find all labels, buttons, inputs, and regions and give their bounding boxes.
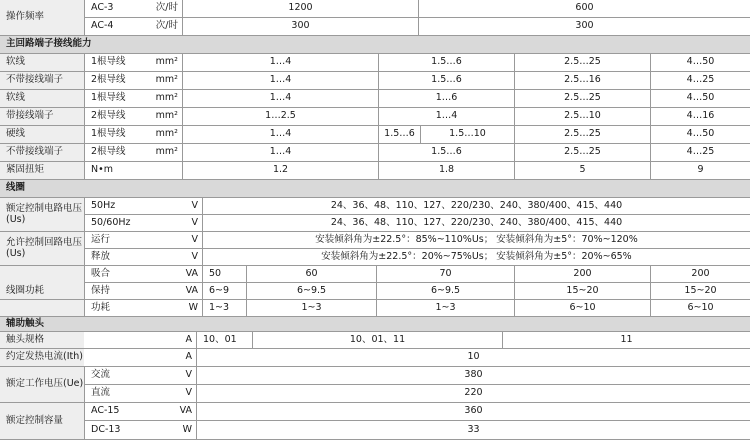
table-cell: 1.5…6 xyxy=(378,126,420,143)
table-cell: 1~3 xyxy=(376,300,514,316)
table-cell: 次/时 xyxy=(155,2,178,14)
table-cell: 6~10 xyxy=(650,300,750,316)
row-label: 带接线端子 xyxy=(0,108,84,125)
table-cell: 6~9.5 xyxy=(246,283,376,299)
table-cell: 4…50 xyxy=(650,54,750,71)
table-cell: 2根导线 xyxy=(84,72,182,89)
row-label: 不带接线端子 xyxy=(0,144,84,161)
table-cell: 2.5…25 xyxy=(514,126,650,143)
table-cell: 2.5…25 xyxy=(514,54,650,71)
table-cell: 15~20 xyxy=(650,283,750,299)
table-cell: 70 xyxy=(376,266,514,282)
table-cell: VA xyxy=(185,267,198,279)
section-header: 辅助触头 xyxy=(0,317,750,331)
table-cell: 10、01 xyxy=(196,332,252,348)
table-cell: 安装倾斜角为±22.5°：20%~75%Us； 安装倾斜角为±5°：20%~65% xyxy=(202,249,750,265)
table-cell: 1根导线 xyxy=(84,126,182,143)
table-cell: 15~20 xyxy=(514,283,650,299)
table-cell: 2.5…10 xyxy=(514,108,650,125)
table-cell: 吸合 xyxy=(84,266,202,282)
table-cell: 4…25 xyxy=(650,72,750,89)
table-cell: VA xyxy=(179,405,192,417)
table-cell: 1~3 xyxy=(202,300,246,316)
table-cell: 交流 xyxy=(84,367,196,384)
table-cell: 6~9 xyxy=(202,283,246,299)
table-cell: 1.5…10 xyxy=(420,126,514,143)
table-cell: 1.5…6 xyxy=(378,54,514,71)
table-cell: mm² xyxy=(155,146,178,158)
table-cell: 33 xyxy=(196,421,750,439)
table-cell: 1…4 xyxy=(182,126,378,143)
table-cell: A xyxy=(185,351,192,363)
row-label: 触头规格 xyxy=(0,332,84,348)
table-cell: 释放 xyxy=(84,249,202,265)
table-cell: 2根导线 xyxy=(84,108,182,125)
table-cell: 50Hz xyxy=(84,198,202,214)
table-cell: 1200 xyxy=(182,0,418,17)
table-cell: 6~9.5 xyxy=(376,283,514,299)
row-label: 额定控制电路电压(Us) xyxy=(0,198,84,231)
table-cell: 60 xyxy=(246,266,376,282)
table-cell: 1…4 xyxy=(182,144,378,161)
row-label: 额定控制容量 xyxy=(0,403,84,439)
table-cell: 9 xyxy=(650,162,750,179)
table-cell: 4…16 xyxy=(650,108,750,125)
table-cell: 600 xyxy=(418,0,750,17)
table-cell: 1…4 xyxy=(182,72,378,89)
table-cell: 1…4 xyxy=(182,54,378,71)
table-cell: V xyxy=(191,199,198,211)
table-cell: 4…50 xyxy=(650,90,750,107)
table-cell: 10 xyxy=(196,349,750,366)
table-cell: 24、36、48、110、127、220/230、240、380/400、415、440 xyxy=(202,198,750,214)
table-cell: 1…2.5 xyxy=(182,108,378,125)
table-cell: 1.5…6 xyxy=(378,144,514,161)
table-cell: mm² xyxy=(155,74,178,86)
table-cell: 直流 xyxy=(84,385,196,402)
row-label: 紧固扭矩 xyxy=(0,162,84,179)
table-cell: 运行 xyxy=(84,232,202,248)
row-label: 额定工作电压(Ue) xyxy=(0,367,84,402)
row-label: 约定发热电流(Ith) xyxy=(0,349,84,366)
table-cell: 200 xyxy=(650,266,750,282)
row-label: 软线 xyxy=(0,90,84,107)
row-label: 操作频率 xyxy=(0,0,84,35)
table-cell: N•m xyxy=(84,162,182,179)
table-cell: AC-15 xyxy=(84,403,196,420)
table-cell: 功耗 xyxy=(84,300,202,316)
table-cell: 300 xyxy=(182,18,418,35)
table-cell: AC-4 xyxy=(84,18,182,35)
table-cell: A xyxy=(185,333,192,345)
row-label: 线圈功耗 xyxy=(0,266,84,316)
table-cell: mm² xyxy=(155,92,178,104)
table-cell: mm² xyxy=(155,56,178,68)
row-label: 硬线 xyxy=(0,126,84,143)
section-header: 线圈 xyxy=(0,180,750,197)
table-cell: VA xyxy=(185,284,198,296)
table-cell: 1.2 xyxy=(182,162,378,179)
row-label: 软线 xyxy=(0,54,84,71)
row-label: 不带接线端子 xyxy=(0,72,84,89)
table-cell: 2根导线 xyxy=(84,144,182,161)
table-cell: 次/时 xyxy=(155,20,178,32)
section-header: 主回路端子接线能力 xyxy=(0,36,750,53)
table-cell: 2.5…25 xyxy=(514,90,650,107)
row-label: 允许控制回路电压(Us) xyxy=(0,232,84,265)
table-cell: DC-13 xyxy=(84,421,196,439)
table-cell: 300 xyxy=(418,18,750,35)
table-cell: AC-3 xyxy=(84,0,182,17)
table-cell: 50 xyxy=(202,266,246,282)
table-cell: 360 xyxy=(196,403,750,420)
table-cell: 1…4 xyxy=(182,90,378,107)
table-cell: 4…50 xyxy=(650,126,750,143)
table-cell: 1根导线 xyxy=(84,54,182,71)
table-cell: mm² xyxy=(155,128,178,140)
table-cell: W xyxy=(188,301,198,313)
table-cell: 1.8 xyxy=(378,162,514,179)
table-cell: 安装倾斜角为±22.5°：85%~110%Us； 安装倾斜角为±5°：70%~120% xyxy=(202,232,750,248)
table-cell: 4…25 xyxy=(650,144,750,161)
table-cell: V xyxy=(185,387,192,399)
table-cell: W xyxy=(182,423,192,435)
table-cell: 380 xyxy=(196,367,750,384)
table-cell: 1…4 xyxy=(378,108,514,125)
table-cell: 2.5…25 xyxy=(514,144,650,161)
table-cell: V xyxy=(185,369,192,381)
table-cell: 24、36、48、110、127、220/230、240、380/400、415、440 xyxy=(202,215,750,231)
table-cell: 2.5…16 xyxy=(514,72,650,89)
table-cell: 1…6 xyxy=(378,90,514,107)
table-cell: 6~10 xyxy=(514,300,650,316)
table-cell: 1根导线 xyxy=(84,90,182,107)
table-cell: V xyxy=(191,250,198,262)
table-cell: V xyxy=(191,233,198,245)
table-cell: 200 xyxy=(514,266,650,282)
table-cell: 10、01、11 xyxy=(252,332,502,348)
table-cell: V xyxy=(191,216,198,228)
table-cell: 220 xyxy=(196,385,750,402)
table-cell: 1~3 xyxy=(246,300,376,316)
table-cell: 50/60Hz xyxy=(84,215,202,231)
table-cell: 1.5…6 xyxy=(378,72,514,89)
table-cell: 5 xyxy=(514,162,650,179)
table-cell: 11 xyxy=(502,332,750,348)
table-cell: mm² xyxy=(155,110,178,122)
table-cell: 保持 xyxy=(84,283,202,299)
